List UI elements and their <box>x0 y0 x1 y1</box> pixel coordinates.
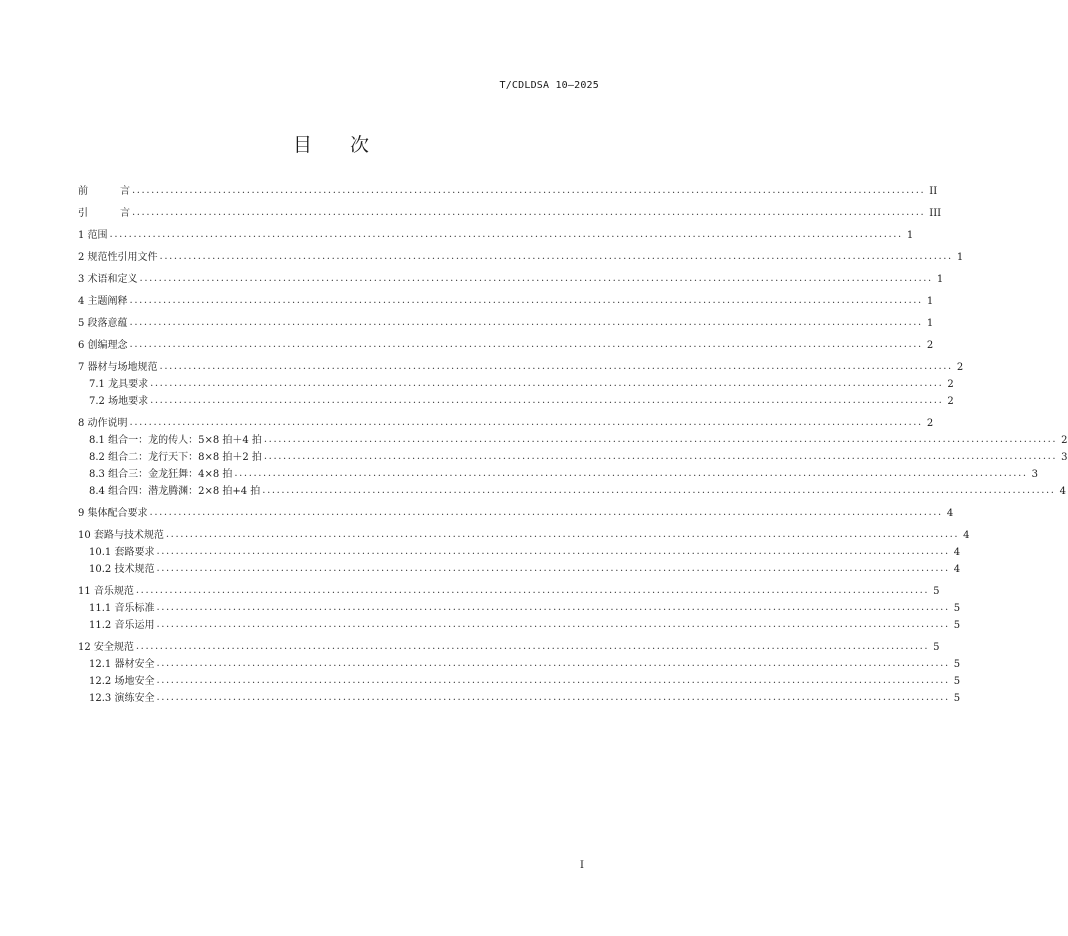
toc-entry-label: 引 言 <box>78 208 130 219</box>
toc-page-number: 5 <box>953 676 961 687</box>
toc-entry-8-1[interactable] <box>78 430 1068 447</box>
toc-entry-label: 7 器材与场地规范 <box>78 362 158 373</box>
toc-entry-12-3[interactable] <box>78 688 961 705</box>
toc-entry-label: 6 创编理念 <box>78 340 128 351</box>
toc-entry-label: 11.1 音乐标准 <box>89 603 155 614</box>
toc-entry-label: 7.2 场地要求 <box>89 396 149 407</box>
toc-leader-dots: ...................................................................................................................................................................... <box>156 563 950 574</box>
toc-page-number: 2 <box>947 396 954 407</box>
toc-entry-label: 前 言 <box>78 186 130 197</box>
toc-leader-dots: ...................................................................................................................................................................... <box>156 658 950 669</box>
toc-page-number: 2 <box>947 379 954 390</box>
toc-entry-label: 9 集体配合要求 <box>78 508 148 519</box>
toc-entry-5[interactable] <box>78 313 934 330</box>
toc-page-number: 5 <box>953 603 961 614</box>
toc-page-number: III <box>929 208 942 219</box>
toc-entry-11-2[interactable] <box>78 615 961 632</box>
toc-leader-dots: ...................................................................................................................................................................... <box>135 641 930 652</box>
toc-entry-introduction[interactable] <box>78 203 942 220</box>
toc-entry-11-1[interactable] <box>78 598 961 615</box>
toc-leader-dots: ...................................................................................................................................................................... <box>132 185 926 196</box>
toc-entry-label: 10.1 套路要求 <box>89 547 155 558</box>
toc-entry-label: 2 规范性引用文件 <box>78 252 158 263</box>
toc-leader-dots: ...................................................................................................................................................................... <box>156 692 950 703</box>
toc-entry-9[interactable] <box>78 503 954 520</box>
toc-entry-label: 8.2 组合二：龙行天下：8×8 拍＋2 拍 <box>89 452 262 463</box>
page-number: I <box>580 860 584 871</box>
toc-entry-8-4[interactable] <box>78 481 1066 498</box>
toc-page-number: 4 <box>1059 486 1066 497</box>
toc-page-number: 2 <box>926 418 934 429</box>
toc-leader-dots: ...................................................................................................................................................................... <box>234 468 1028 479</box>
toc-entry-6[interactable] <box>78 335 934 352</box>
toc-entry-label: 11.2 音乐运用 <box>89 620 155 631</box>
toc-entry-label: 7.1 龙具要求 <box>89 379 149 390</box>
toc-leader-dots: ...................................................................................................................................................................... <box>165 529 960 540</box>
toc-page-number: II <box>929 186 938 197</box>
toc-leader-dots: ...................................................................................................................................................................... <box>156 546 950 557</box>
toc-page-number: 5 <box>933 586 940 597</box>
toc-page-number: 3 <box>1031 469 1039 480</box>
toc-entry-10[interactable] <box>78 525 970 542</box>
toc-page-number: 2 <box>1061 435 1068 446</box>
toc-leader-dots: ...................................................................................................................................................................... <box>129 339 923 350</box>
toc-page-number: 4 <box>953 564 961 575</box>
toc-entry-11[interactable] <box>78 581 940 598</box>
toc-page-number: 5 <box>953 620 961 631</box>
standard-code: T/CDLDSA 10—2025 <box>499 80 599 91</box>
toc-entry-label: 8.1 组合一：龙的传人：5×8 拍＋4 拍 <box>89 435 262 446</box>
toc-entry-label: 12 安全规范 <box>78 642 134 653</box>
toc-page-number: 5 <box>953 659 961 670</box>
toc-leader-dots: ...................................................................................................................................................................... <box>139 273 933 284</box>
toc-entry-12-2[interactable] <box>78 671 961 688</box>
toc-page-number: 4 <box>953 547 961 558</box>
table-of-contents <box>78 181 1068 705</box>
toc-page-number: 1 <box>956 252 964 263</box>
toc-page-number: 1 <box>926 296 934 307</box>
toc-entry-8-2[interactable] <box>78 447 1068 464</box>
toc-page-number: 1 <box>926 318 934 329</box>
toc-leader-dots: ...................................................................................................................................................................... <box>132 207 926 218</box>
toc-page-number: 2 <box>956 362 964 373</box>
toc-page-number: 5 <box>953 693 961 704</box>
toc-entry-label: 12.3 演练安全 <box>89 693 155 704</box>
toc-page-number: 5 <box>933 642 940 653</box>
toc-entry-label: 10 套路与技术规范 <box>78 530 164 541</box>
toc-entry-label: 3 术语和定义 <box>78 274 138 285</box>
toc-leader-dots: ...................................................................................................................................................................... <box>149 507 943 518</box>
toc-entry-label: 4 主题阐释 <box>78 296 128 307</box>
toc-entry-12-1[interactable] <box>78 654 961 671</box>
toc-leader-dots: ...................................................................................................................................................................... <box>159 251 953 262</box>
toc-entry-label: 8.4 组合四：潜龙腾渊：2×8 拍+4 拍 <box>89 486 261 497</box>
toc-entry-7[interactable] <box>78 357 964 374</box>
title-char-1: 目 <box>292 134 312 156</box>
toc-entry-1[interactable] <box>78 225 914 242</box>
toc-leader-dots: ...................................................................................................................................................................... <box>156 619 950 630</box>
toc-entry-2[interactable] <box>78 247 964 264</box>
toc-page-number: 1 <box>936 274 944 285</box>
toc-leader-dots: ...................................................................................................................................................................... <box>159 361 953 372</box>
toc-page-number: 3 <box>1061 452 1068 463</box>
toc-page-number: 1 <box>906 230 914 241</box>
toc-leader-dots: ...................................................................................................................................................................... <box>129 317 923 328</box>
toc-leader-dots: ...................................................................................................................................................................... <box>109 229 903 240</box>
toc-leader-dots: ...................................................................................................................................................................... <box>156 602 950 613</box>
toc-entry-10-1[interactable] <box>78 542 961 559</box>
toc-entry-10-2[interactable] <box>78 559 961 576</box>
toc-entry-foreword[interactable] <box>78 181 938 198</box>
toc-entry-7-1[interactable] <box>78 374 954 391</box>
toc-leader-dots: ...................................................................................................................................................................... <box>150 378 944 389</box>
toc-entry-label: 12.1 器材安全 <box>89 659 155 670</box>
toc-entry-label: 5 段落意蕴 <box>78 318 128 329</box>
toc-entry-label: 8.3 组合三：金龙狂舞：4×8 拍 <box>89 469 233 480</box>
toc-entry-3[interactable] <box>78 269 944 286</box>
toc-leader-dots: ...................................................................................................................................................................... <box>150 395 944 406</box>
toc-entry-4[interactable] <box>78 291 934 308</box>
toc-entry-label: 12.2 场地安全 <box>89 676 155 687</box>
toc-leader-dots: ...................................................................................................................................................................... <box>263 451 1058 462</box>
toc-entry-7-2[interactable] <box>78 391 954 408</box>
toc-leader-dots: ...................................................................................................................................................................... <box>156 675 950 686</box>
toc-leader-dots: ...................................................................................................................................................................... <box>262 485 1056 496</box>
toc-page-number: 4 <box>946 508 954 519</box>
toc-entry-8-3[interactable] <box>78 464 1039 481</box>
toc-entry-label: 8 动作说明 <box>78 418 128 429</box>
toc-entry-label: 1 范围 <box>78 230 108 241</box>
toc-entry-label: 10.2 技术规范 <box>89 564 155 575</box>
toc-page-number: 2 <box>926 340 934 351</box>
toc-entry-label: 11 音乐规范 <box>78 586 134 597</box>
toc-leader-dots: ...................................................................................................................................................................... <box>263 434 1058 445</box>
toc-leader-dots: ...................................................................................................................................................................... <box>129 417 923 428</box>
toc-leader-dots: ...................................................................................................................................................................... <box>135 585 930 596</box>
toc-leader-dots: ...................................................................................................................................................................... <box>129 295 923 306</box>
toc-entry-12[interactable] <box>78 637 940 654</box>
toc-entry-8[interactable] <box>78 413 934 430</box>
toc-page-number: 4 <box>963 530 970 541</box>
page-title <box>0 130 662 157</box>
title-char-2: 次 <box>350 134 370 156</box>
